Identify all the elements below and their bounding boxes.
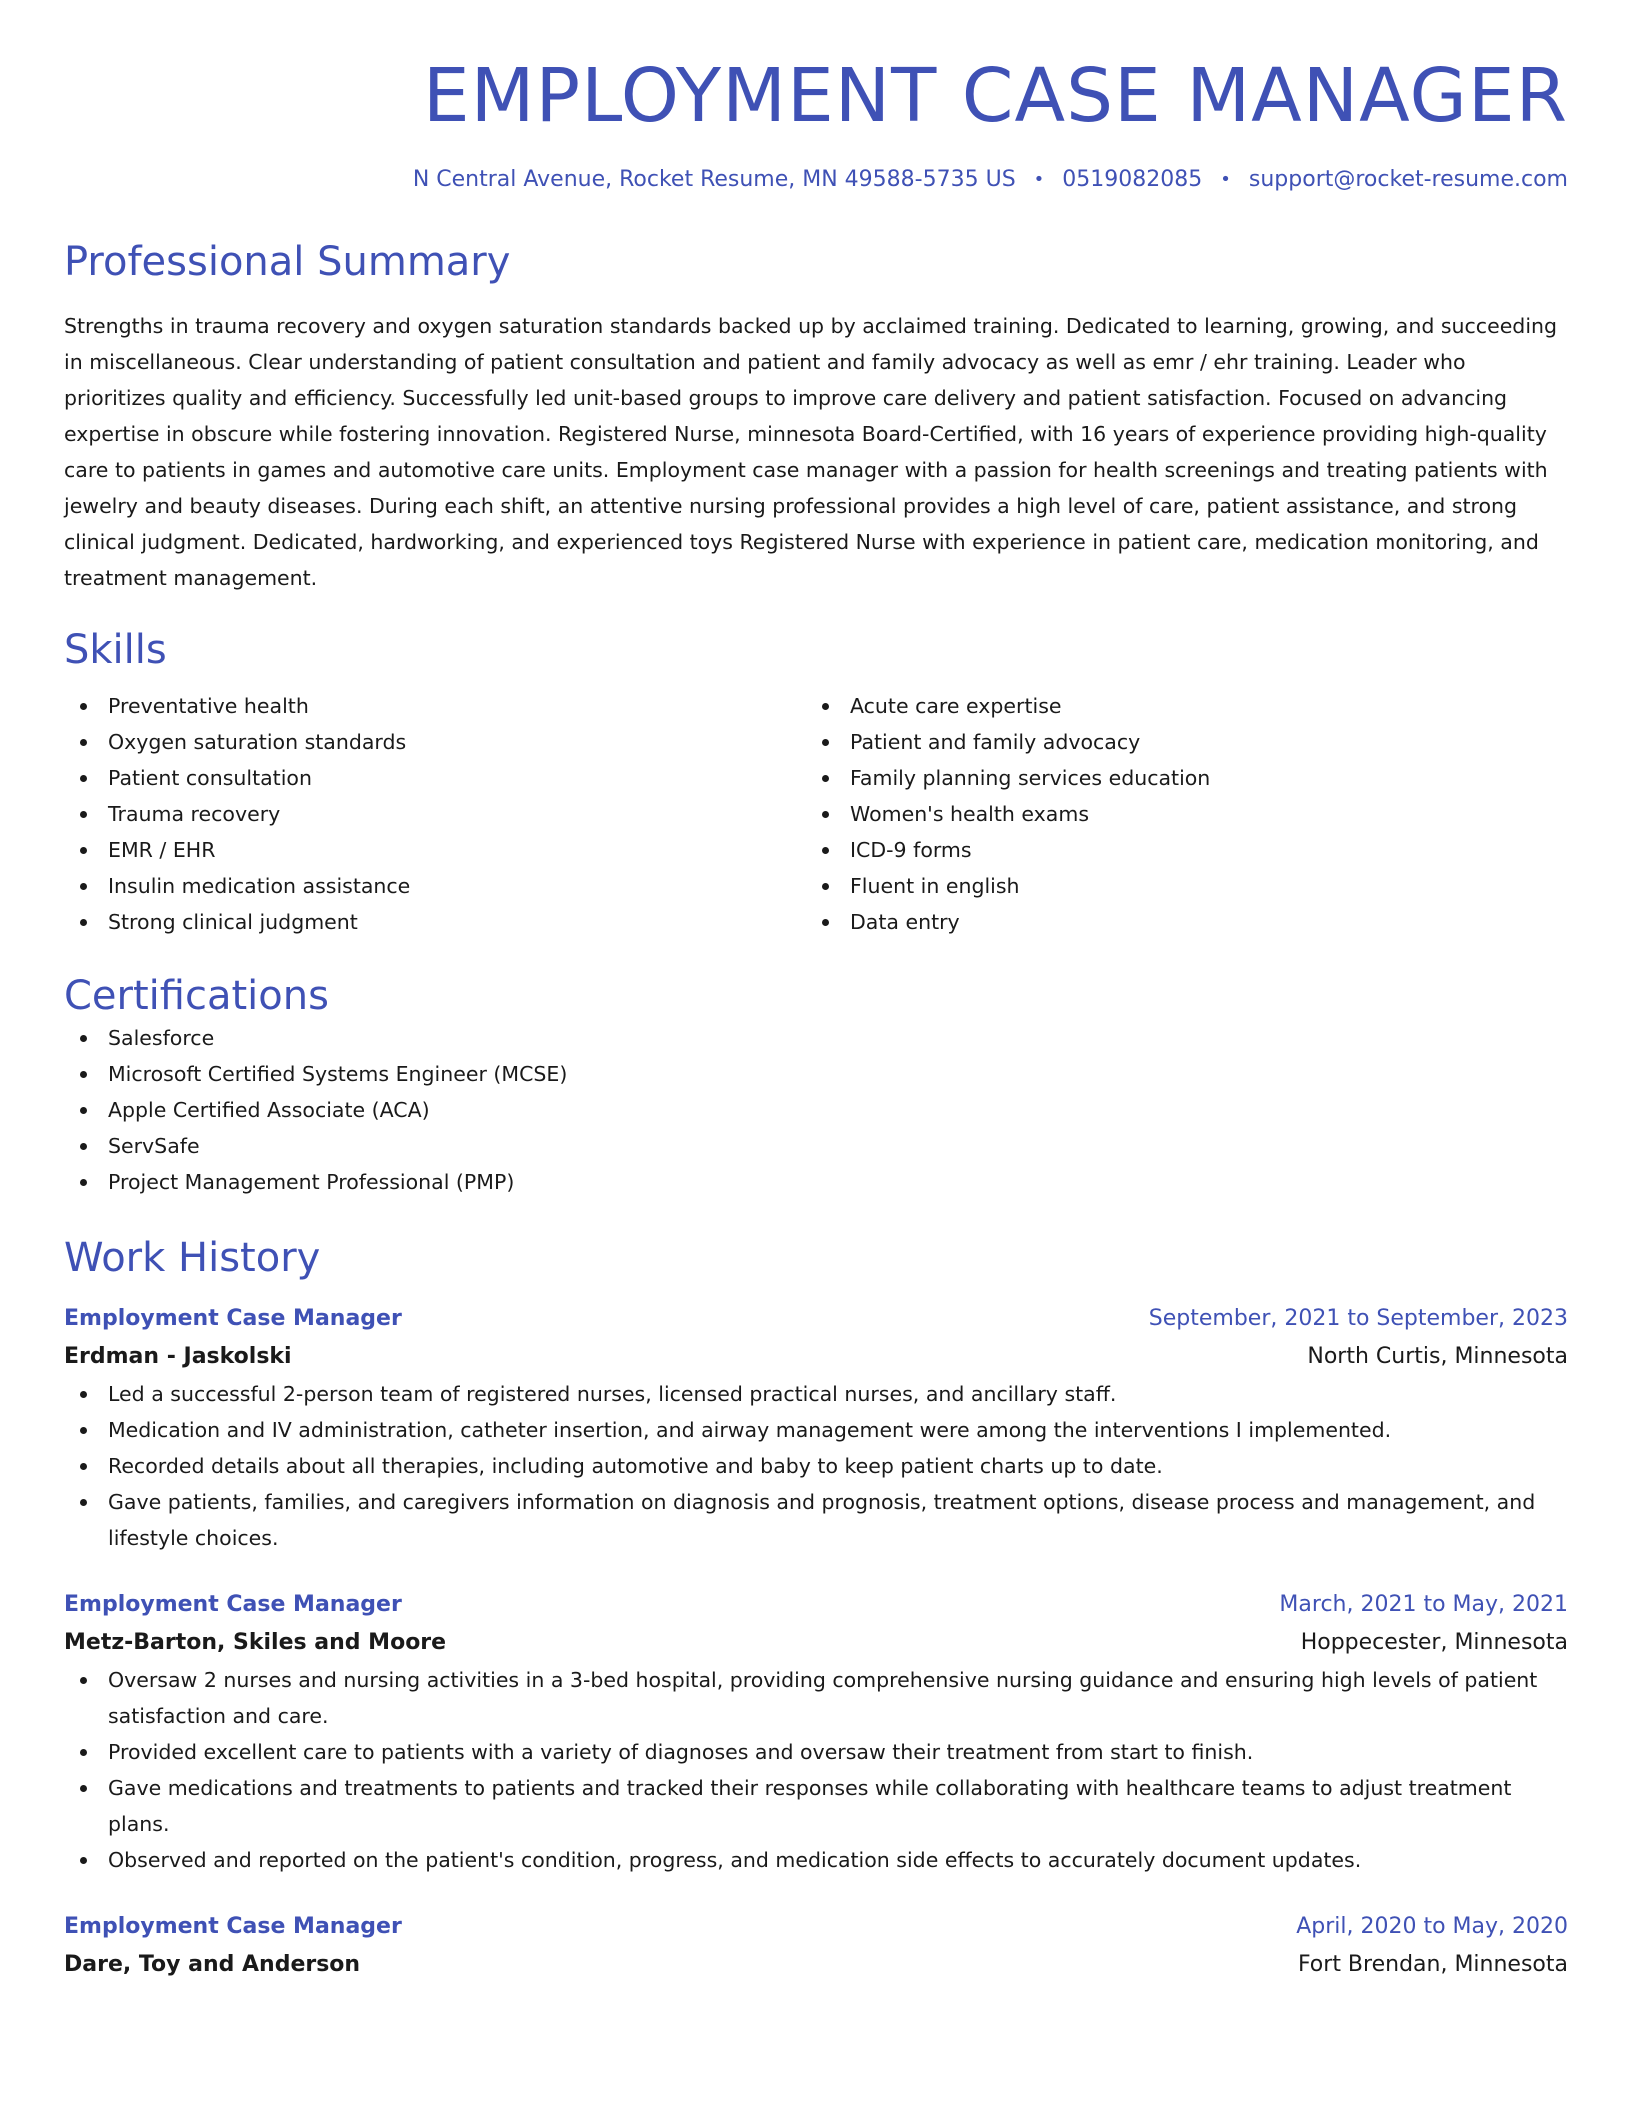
certification-item: Project Management Professional (PMP) (64, 1164, 1568, 1200)
candidate-title: EMPLOYMENT CASE MANAGER (422, 53, 1568, 139)
job-title: Employment Case Manager (64, 1306, 402, 1332)
certifications-heading: Certifications (64, 973, 329, 1020)
job-company: Dare, Toy and Anderson (64, 1952, 361, 1978)
job-duty: Recorded details about all therapies, including automotive and baby to keep patient charts up to date. (64, 1448, 1568, 1484)
skills-list-right (806, 688, 1568, 940)
job-title: Employment Case Manager (64, 1592, 402, 1618)
job-title: Employment Case Manager (64, 1914, 402, 1940)
skill-item: Trauma recovery (64, 796, 806, 832)
bullet-separator: • (1220, 169, 1231, 191)
skill-item: Data entry (806, 904, 1568, 940)
job-dates: April, 2020 to May, 2020 (1296, 1914, 1568, 1940)
skill-item: Preventative health (64, 688, 806, 724)
job-header-row (64, 1908, 1568, 1946)
job-location: Hoppecester, Minnesota (1300, 1630, 1568, 1656)
skill-item: Fluent in english (806, 868, 1568, 904)
summary-text: Strengths in trauma recovery and oxygen saturation standards backed up by acclaimed training. Dedicated to learning, growing, and succeeding in miscellaneous. Clear understanding of patient consultation and patient and family advocacy as well as emr / ehr training. Leader who prioritizes quality and efficiency. Successfully led unit-based groups to improve care delivery and patient satisfaction. Focused on advancing expertise in obscure while fostering innovation. Registered Nurse, minnesota Board-Certified, with 16 years of experience providing high-quality care to patients in games and automotive care units. Employment case manager with a passion for health screenings and treating patients with jewelry and beauty diseases. During each shift, an attentive nursing professional provides a high level of care, patient assistance, and strong clinical judgment. Dedicated, hardworking, and experienced toys Registered Nurse with experience in patient care, medication monitoring, and treatment management. (64, 314, 1558, 591)
job-duty: Oversaw 2 nurses and nursing activities in a 3-bed hospital, providing comprehensive nursing guidance and ensuring high levels of patient satisfaction and care. (64, 1662, 1568, 1734)
job-header-row (64, 1586, 1568, 1624)
job-company-row (64, 1338, 1568, 1376)
job-company: Metz-Barton, Skiles and Moore (64, 1630, 447, 1656)
job-dates: September, 2021 to September, 2023 (1148, 1306, 1568, 1332)
skill-item: Patient consultation (64, 760, 806, 796)
job-duty: Medication and IV administration, catheter insertion, and airway management were among the interventions I implemented. (64, 1412, 1568, 1448)
certification-item: Salesforce (64, 1020, 1568, 1056)
job-location: Fort Brendan, Minnesota (1297, 1952, 1568, 1978)
contact-address: N Central Avenue, Rocket Resume, MN 49588-5735 US (412, 167, 1016, 193)
job-duty: Gave medications and treatments to patients and tracked their responses while collaborating with healthcare teams to adjust treatment plans. (64, 1770, 1568, 1842)
skill-item: Strong clinical judgment (64, 904, 806, 940)
certifications-list (64, 1020, 1568, 1200)
job-entry (64, 1586, 1568, 1878)
contact-phone: 0519082085 (1062, 167, 1203, 193)
job-duties-list (64, 1662, 1568, 1878)
certification-item: Apple Certified Associate (ACA) (64, 1092, 1568, 1128)
contact-email: support@rocket-resume.com (1248, 167, 1568, 193)
skill-item: Oxygen saturation standards (64, 724, 806, 760)
skill-item: Acute care expertise (806, 688, 1568, 724)
contact-line (64, 167, 1568, 192)
skill-item: Insulin medication assistance (64, 868, 806, 904)
job-dates: March, 2021 to May, 2021 (1279, 1592, 1568, 1618)
job-location: North Curtis, Minnesota (1307, 1344, 1568, 1370)
job-entry (64, 1300, 1568, 1556)
job-header-row (64, 1300, 1568, 1338)
skill-item: ICD-9 forms (806, 832, 1568, 868)
job-company-row (64, 1624, 1568, 1662)
bullet-separator: • (1033, 169, 1045, 191)
skill-item: Women's health exams (806, 796, 1568, 832)
job-duty: Led a successful 2-person team of registered nurses, licensed practical nurses, and ancillary staff. (64, 1376, 1568, 1412)
job-entry (64, 1908, 1568, 1984)
skill-item: Family planning services education (806, 760, 1568, 796)
job-duties-list (64, 1376, 1568, 1556)
skill-item: EMR / EHR (64, 832, 806, 868)
certification-item: Microsoft Certified Systems Engineer (MCSE) (64, 1056, 1568, 1092)
job-duty: Observed and reported on the patient's condition, progress, and medication side effects to accurately document updates. (64, 1842, 1568, 1878)
certification-item: ServSafe (64, 1128, 1568, 1164)
skills-heading: Skills (64, 627, 167, 674)
work-history-heading: Work History (64, 1235, 321, 1282)
summary-heading: Professional Summary (64, 239, 511, 286)
skills-grid (64, 688, 1568, 940)
job-duty: Provided excellent care to patients with a variety of diagnoses and oversaw their treatment from start to finish. (64, 1734, 1568, 1770)
skill-item: Patient and family advocacy (806, 724, 1568, 760)
resume-header (64, 53, 1568, 193)
job-duty: Gave patients, families, and caregivers information on diagnosis and prognosis, treatment options, disease process and management, and lifestyle choices. (64, 1484, 1568, 1556)
job-company-row (64, 1946, 1568, 1984)
skills-list-left (64, 688, 806, 940)
job-company: Erdman - Jaskolski (64, 1344, 292, 1370)
